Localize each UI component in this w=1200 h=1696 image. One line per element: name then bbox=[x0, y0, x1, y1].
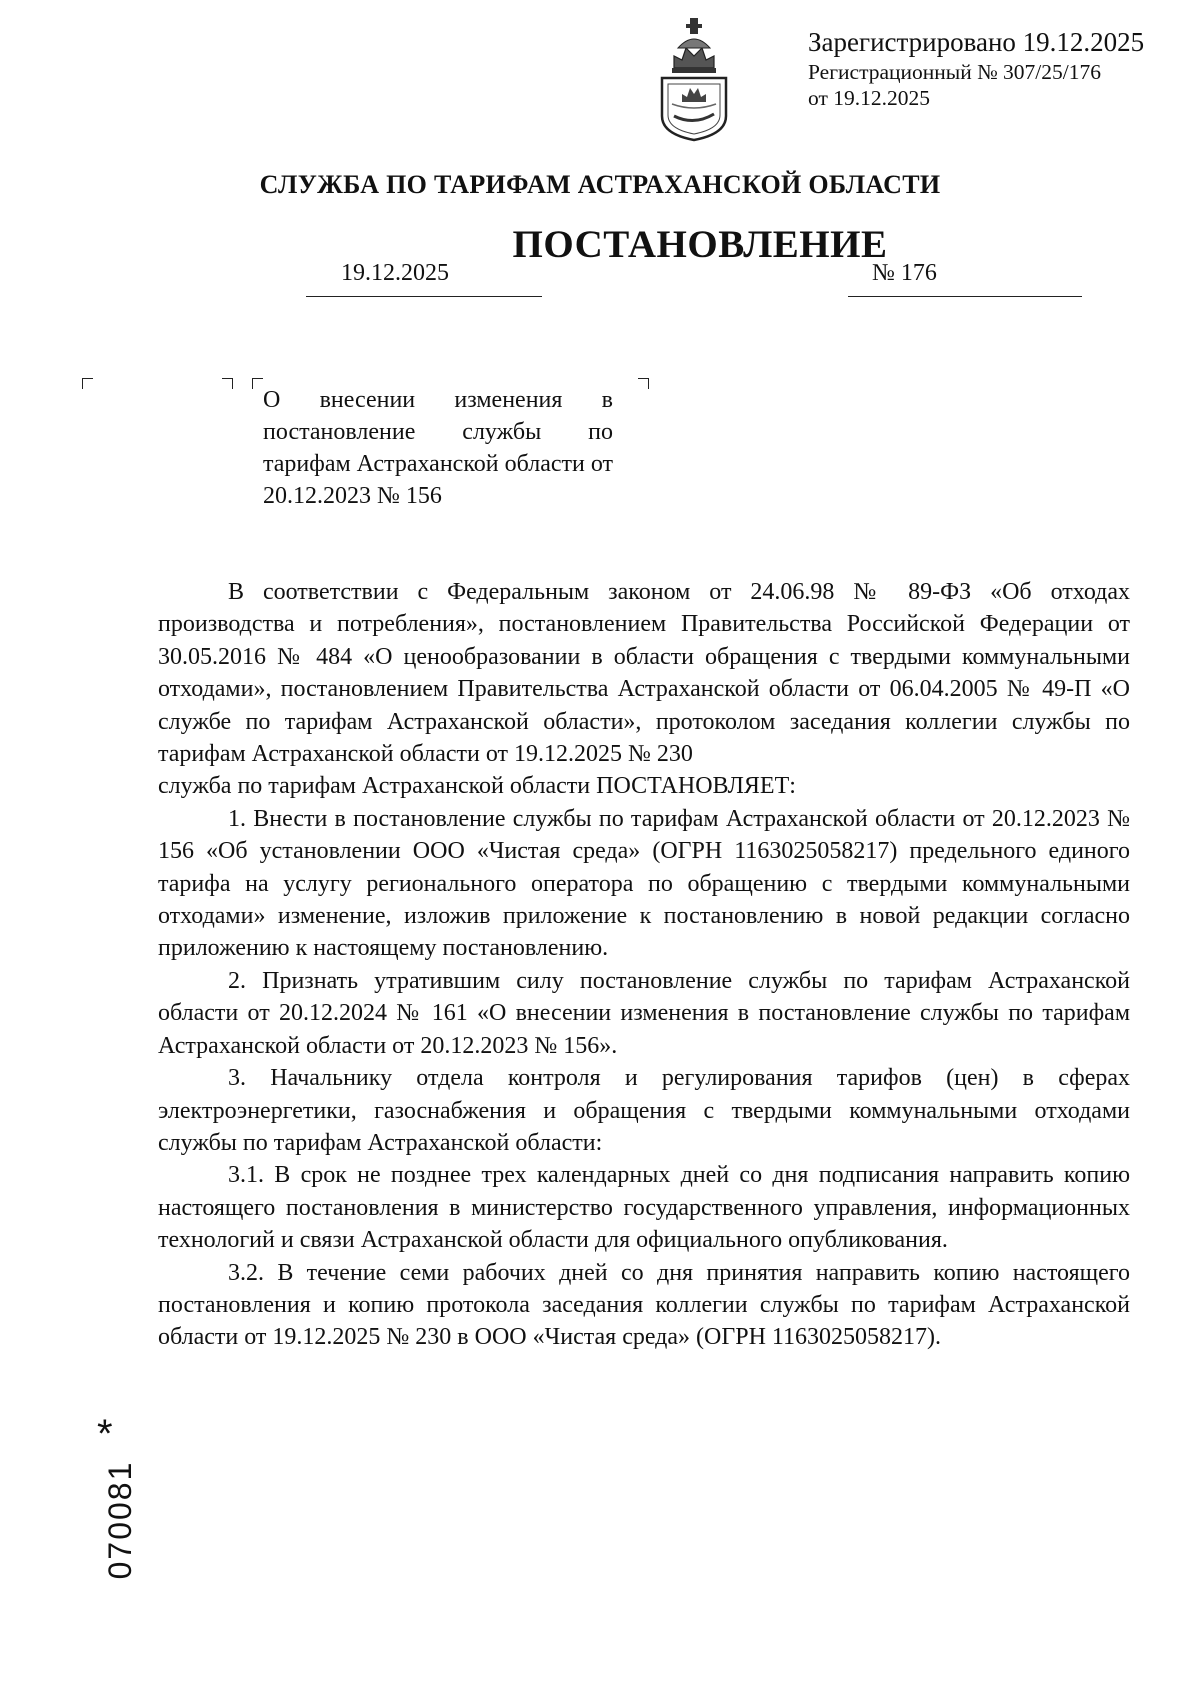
coat-of-arms-icon bbox=[652, 16, 736, 144]
corner-mark bbox=[222, 378, 233, 389]
registration-block bbox=[808, 26, 1144, 111]
clause-3-1: 3.1. В срок не позднее трех календарных дней со дня подписания направить копию настоящего постановления в министерство государственного управления, информационных технологий и связи Астраханской области для официального опубликования. bbox=[158, 1162, 1130, 1254]
registration-date: от 19.12.2025 bbox=[808, 86, 930, 111]
margin-document-code: 070081 bbox=[102, 1460, 138, 1580]
preamble-paragraph: В соответствии с Федеральным законом от 24.06.98 № 89-ФЗ «Об отходах производства и потребления», постановлением Правительства Российской Федерации от 30.05.2016 № 484 «О ценообразовании в области обращения с твердыми коммунальными отходами», постановлением Правительства Астраханской области от 06.04.2005 № 49-П «О службе по тарифам Астраханской области», протоколом заседания коллегии службы по тарифам Астраханской области от 19.12.2025 № 230 bbox=[158, 579, 1130, 768]
registration-status: Зарегистрировано 19.12.2025 bbox=[808, 27, 1145, 57]
organization-name: СЛУЖБА ПО ТАРИФАМ АСТРАХАНСКОЙ ОБЛАСТИ bbox=[259, 170, 941, 199]
document-subject bbox=[263, 384, 613, 512]
resolves-line: служба по тарифам Астраханской области ПОСТАНОВЛЯЕТ: bbox=[158, 773, 796, 800]
document-date: 19.12.2025 bbox=[341, 260, 449, 286]
clause-3: 3. Начальнику отдела контроля и регулирования тарифов (цен) в сферах электроэнергетики, газоснабжения и обращения с твердыми коммунальными отходами службы по тарифам Астраханской области: bbox=[158, 1065, 1130, 1156]
document-number: № 176 bbox=[872, 260, 937, 286]
margin-star: * bbox=[97, 1412, 113, 1456]
document-type: ПОСТАНОВЛЕНИЕ bbox=[512, 223, 888, 266]
clause-3-2: 3.2. В течение семи рабочих дней со дня принятия направить копию настоящего постановления и копию протокола заседания коллегии службы по тарифам Астраханской области от 19.12.2025 № 230 в ООО «Чистая среда» (ОГРН 1163025058217). bbox=[158, 1259, 1130, 1351]
clause-1: 1. Внести в постановление службы по тарифам Астраханской области от 20.12.2023 № 156 «Об установлении ООО «Чистая среда» (ОГРН 1163025058217) предельного единого тарифа на услугу регионального оператора по обращению с твердыми коммунальными отходами» изменение, изложив приложение к постановлению в новой редакции согласно приложению к настоящему постановлению. bbox=[158, 805, 1130, 962]
corner-mark bbox=[82, 378, 93, 389]
clause-2: 2. Признать утратившим силу постановление службы по тарифам Астраханской области от 20.12.2024 № 161 «О внесении изменения в постановление службы по тарифам Астраханской области от 20.12.2023 № 156». bbox=[158, 967, 1130, 1059]
corner-mark bbox=[252, 378, 263, 389]
subject-text: О внесении изменения в постановление службы по тарифам Астраханской области от 20.12.2023 № 156 bbox=[263, 387, 614, 509]
corner-mark bbox=[638, 378, 649, 389]
document-body bbox=[158, 576, 1130, 1354]
document-date-field bbox=[306, 256, 542, 297]
registration-number: Регистрационный № 307/25/176 bbox=[808, 59, 1101, 84]
document-number-field bbox=[848, 256, 1082, 297]
